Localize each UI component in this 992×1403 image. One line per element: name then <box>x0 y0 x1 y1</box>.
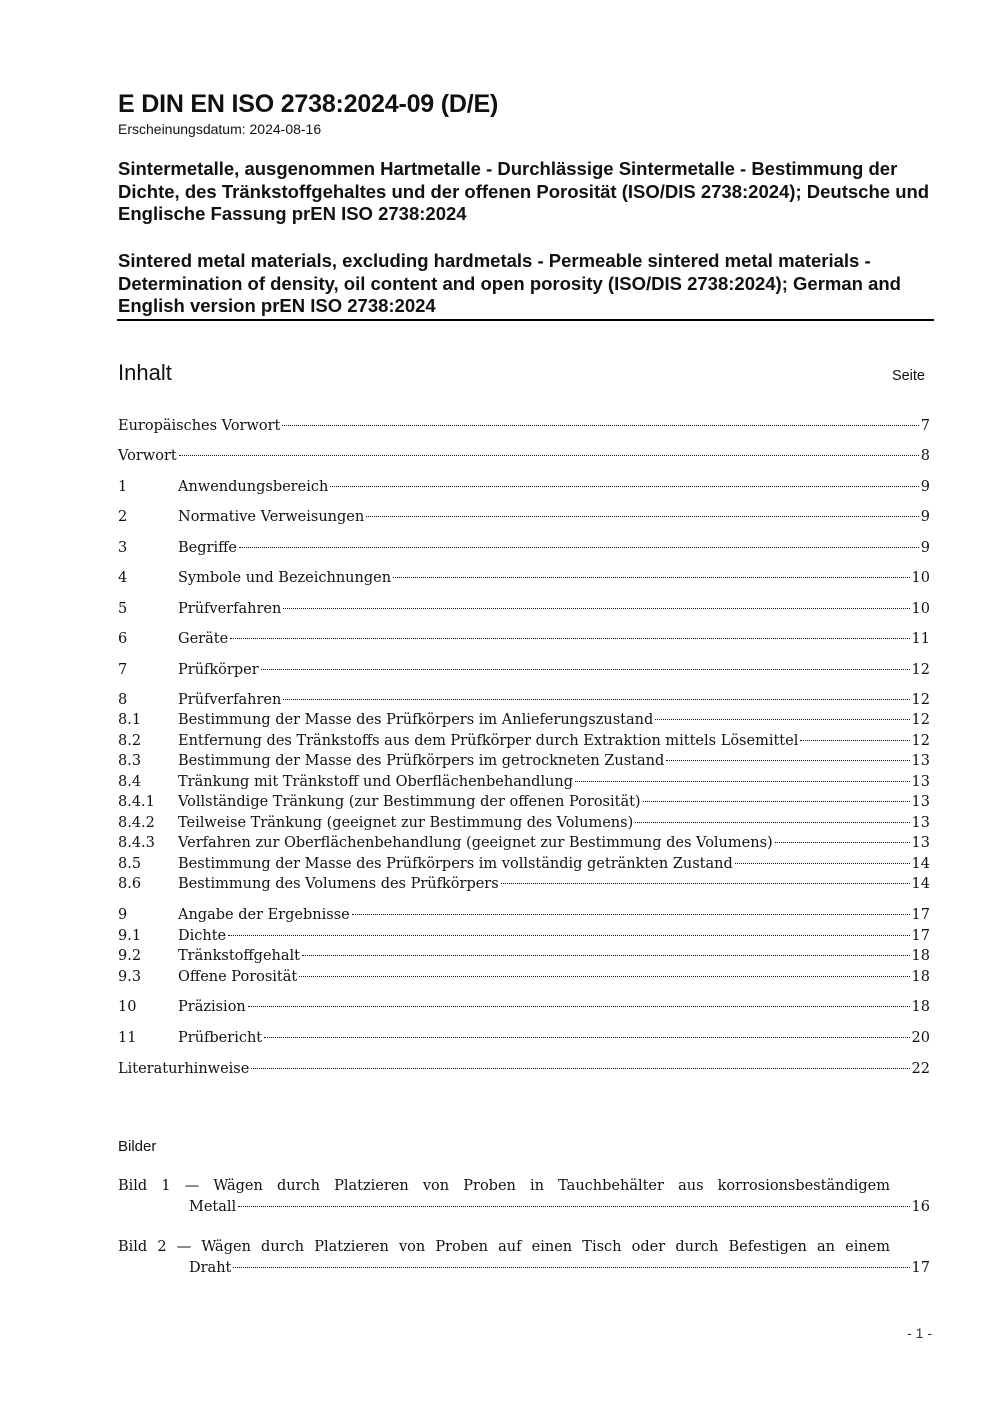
toc-entry-label: Normative Verweisungen <box>178 509 365 525</box>
figure-entry-page: 17 <box>911 1260 930 1276</box>
toc-entry-page: 9 <box>920 509 930 525</box>
toc-entry-page: 22 <box>911 1061 930 1077</box>
toc-entry-number: 9.3 <box>118 969 142 985</box>
figure-dot-leader <box>233 1267 909 1268</box>
toc-entry-page: 10 <box>911 570 930 586</box>
toc-dot-leader <box>635 822 909 823</box>
toc-entry-number: 7 <box>118 662 128 678</box>
german-subtitle: Sintermetalle, ausgenommen Hartmetalle - Durchlässige Sintermetalle - Bestimmung der Dichte, des Tränkstoffgehaltes und der offenen Porosität (ISO/DIS 2738:2024); Deutsche und Englische Fassung prEN ISO 2738:2024 <box>118 158 930 224</box>
toc-entry[interactable] <box>118 753 930 773</box>
toc-entry-page: 13 <box>911 774 930 790</box>
toc-entry-page: 13 <box>911 835 930 851</box>
toc-entry[interactable] <box>118 948 930 968</box>
toc-entry[interactable] <box>118 856 930 876</box>
toc-entry-label: Vollständige Tränkung (zur Bestimmung der offenen Porosität) <box>178 794 641 810</box>
figures-heading: Bilder <box>118 1138 157 1155</box>
toc-entry-number: 1 <box>118 479 128 495</box>
toc-entry[interactable] <box>118 733 930 753</box>
toc-entry-page: 9 <box>920 479 930 495</box>
toc-dot-leader <box>330 486 918 487</box>
toc-entry[interactable] <box>118 418 930 438</box>
toc-entry-page: 17 <box>911 907 930 923</box>
toc-entry[interactable] <box>118 540 930 560</box>
figure-entry-page: 16 <box>911 1199 930 1215</box>
toc-entry[interactable] <box>118 509 930 529</box>
toc-entry-page: 17 <box>911 928 930 944</box>
toc-dot-leader <box>800 740 909 741</box>
toc-entry[interactable] <box>118 662 930 682</box>
toc-dot-leader <box>282 425 918 426</box>
toc-entry-label: Anwendungsbereich <box>178 479 329 495</box>
toc-entry-page: 14 <box>911 856 930 872</box>
figure-dot-leader <box>238 1206 909 1207</box>
toc-dot-leader <box>302 955 910 956</box>
toc-dot-leader <box>179 455 919 456</box>
figure-entry[interactable] <box>189 1199 930 1219</box>
toc-entry-label: Prüfverfahren <box>178 692 282 708</box>
toc-entry-label: Tränkstoffgehalt <box>178 948 300 964</box>
toc-entry-number: 2 <box>118 509 128 525</box>
toc-entry-number: 9 <box>118 907 128 923</box>
toc-entry-label: Teilweise Tränkung (geeignet zur Bestimmung des Volumens) <box>178 815 634 831</box>
toc-entry-page: 11 <box>911 631 930 647</box>
toc-dot-leader <box>775 842 910 843</box>
toc-entry-label: Verfahren zur Oberflächenbehandlung (geeignet zur Bestimmung des Volumens) <box>178 835 773 851</box>
toc-entry[interactable] <box>118 601 930 621</box>
toc-entry[interactable] <box>118 928 930 948</box>
toc-entry-number: 4 <box>118 570 128 586</box>
publication-date: Erscheinungsdatum: 2024-08-16 <box>118 121 322 137</box>
toc-entry-number: 5 <box>118 601 128 617</box>
toc-dot-leader <box>228 935 909 936</box>
toc-entry[interactable] <box>118 774 930 794</box>
toc-dot-leader <box>366 516 919 517</box>
figure-entry[interactable] <box>189 1260 930 1280</box>
toc-entry-page: 12 <box>911 692 930 708</box>
toc-page-label: Seite <box>891 368 925 384</box>
toc-dot-leader <box>261 669 910 670</box>
toc-entry[interactable] <box>118 907 930 927</box>
toc-entry-number: 8.6 <box>118 876 142 892</box>
toc-entry-label: Prüfkörper <box>178 662 259 678</box>
toc-dot-leader <box>248 1006 910 1007</box>
toc-entry-label: Geräte <box>178 631 229 647</box>
toc-entry[interactable] <box>118 794 930 814</box>
toc-entry-page: 10 <box>911 601 930 617</box>
toc-entry[interactable] <box>118 969 930 989</box>
toc-entry[interactable] <box>118 999 930 1019</box>
toc-entry-number: 10 <box>118 999 137 1015</box>
toc-entry-number: 8.4.2 <box>118 815 155 831</box>
toc-entry-label: Bestimmung der Masse des Prüfkörpers im Anlieferungszustand <box>178 712 654 728</box>
toc-entry-label: Prüfbericht <box>178 1030 263 1046</box>
toc-dot-leader <box>264 1037 909 1038</box>
toc-entry-number: 8 <box>118 692 128 708</box>
toc-entry-page: 20 <box>911 1030 930 1046</box>
toc-entry-label: Tränkung mit Tränkstoff und Oberflächenbehandlung <box>178 774 574 790</box>
toc-entry-page: 13 <box>911 753 930 769</box>
toc-entry-label: Vorwort <box>118 448 177 464</box>
toc-entry-label: Begriffe <box>178 540 237 556</box>
toc-entry-number: 9.1 <box>118 928 142 944</box>
toc-entry-page: 12 <box>911 662 930 678</box>
toc-dot-leader <box>352 914 910 915</box>
toc-dot-leader <box>283 699 909 700</box>
figure-entry-label: Metall <box>189 1199 237 1215</box>
page-number: - 1 - <box>907 1325 932 1341</box>
toc-heading: Inhalt <box>118 360 172 385</box>
toc-entry-page: 13 <box>911 794 930 810</box>
toc-entry-label: Bestimmung der Masse des Prüfkörpers im getrockneten Zustand <box>178 753 665 769</box>
toc-entry-number: 6 <box>118 631 128 647</box>
toc-dot-leader <box>655 719 909 720</box>
toc-entry[interactable] <box>118 815 930 835</box>
toc-entry-label: Angabe der Ergebnisse <box>178 907 350 923</box>
toc-entry-page: 12 <box>911 733 930 749</box>
toc-entry-number: 8.4.3 <box>118 835 155 851</box>
title-divider <box>117 319 934 321</box>
toc-entry-page: 18 <box>911 948 930 964</box>
toc-dot-leader <box>283 608 909 609</box>
toc-dot-leader <box>666 760 909 761</box>
toc-entry[interactable] <box>118 692 930 712</box>
toc-entry-number: 9.2 <box>118 948 142 964</box>
figure-entry-caption[interactable]: Bild 1 — Wägen durch Platzieren von Proben in Tauchbehälter aus korrosionsbeständigem <box>118 1178 890 1194</box>
toc-entry-page: 13 <box>911 815 930 831</box>
toc-entry-label: Präzision <box>178 999 246 1015</box>
toc-dot-leader <box>393 577 909 578</box>
toc-entry-number: 11 <box>118 1030 137 1046</box>
toc-entry-label: Symbole und Bezeichnungen <box>178 570 392 586</box>
english-subtitle: Sintered metal materials, excluding hardmetals - Permeable sintered metal materials - Determination of density, oil content and open porosity (ISO/DIS 2738:2024); German and English version prEN ISO 2738:2024 <box>118 250 901 316</box>
toc-dot-leader <box>239 547 919 548</box>
toc-entry-label: Bestimmung der Masse des Prüfkörpers im vollständig getränkten Zustand <box>178 856 733 872</box>
toc-entry-number: 3 <box>118 540 128 556</box>
toc-entry-number: 8.1 <box>118 712 142 728</box>
toc-entry-number: 8.2 <box>118 733 142 749</box>
toc-entry[interactable] <box>118 570 930 590</box>
toc-dot-leader <box>643 801 910 802</box>
toc-entry-label: Entfernung des Tränkstoffs aus dem Prüfkörper durch Extraktion mittels Lösemittel <box>178 733 799 749</box>
toc-entry-page: 18 <box>911 969 930 985</box>
toc-dot-leader <box>230 638 909 639</box>
toc-entry-label: Offene Porosität <box>178 969 298 985</box>
figure-entry-caption[interactable]: Bild 2 — Wägen durch Platzieren von Proben auf einen Tisch oder durch Befestigen an einem <box>118 1239 890 1255</box>
toc-entry-page: 8 <box>920 448 930 464</box>
toc-entry[interactable] <box>118 1061 930 1081</box>
toc-entry[interactable] <box>118 876 930 896</box>
toc-entry-number: 8.4.1 <box>118 794 155 810</box>
toc-entry[interactable] <box>118 1030 930 1050</box>
toc-entry-label: Europäisches Vorwort <box>118 418 281 434</box>
toc-entry[interactable] <box>118 479 930 499</box>
toc-entry-label: Bestimmung des Volumens des Prüfkörpers <box>178 876 499 892</box>
toc-entry-page: 14 <box>911 876 930 892</box>
toc-entry-label: Literaturhinweise <box>118 1061 250 1077</box>
toc-dot-leader <box>501 883 910 884</box>
toc-entry-label: Dichte <box>178 928 227 944</box>
toc-dot-leader <box>299 976 909 977</box>
toc-dot-leader <box>735 863 910 864</box>
toc-entry-page: 12 <box>911 712 930 728</box>
toc-entry-page: 18 <box>911 999 930 1015</box>
toc-entry-label: Prüfverfahren <box>178 601 282 617</box>
toc-entry[interactable] <box>118 712 930 732</box>
toc-entry[interactable] <box>118 631 930 651</box>
toc-entry-page: 7 <box>920 418 930 434</box>
figure-entry-label: Draht <box>189 1260 232 1276</box>
toc-entry-number: 8.4 <box>118 774 142 790</box>
toc-dot-leader <box>251 1068 909 1069</box>
toc-entry-page: 9 <box>920 540 930 556</box>
toc-entry[interactable] <box>118 448 930 468</box>
toc-entry-number: 8.5 <box>118 856 142 872</box>
toc-dot-leader <box>575 781 909 782</box>
toc-entry[interactable] <box>118 835 930 855</box>
toc-entry-number: 8.3 <box>118 753 142 769</box>
document-title: E DIN EN ISO 2738:2024-09 (D/E) <box>118 90 499 118</box>
